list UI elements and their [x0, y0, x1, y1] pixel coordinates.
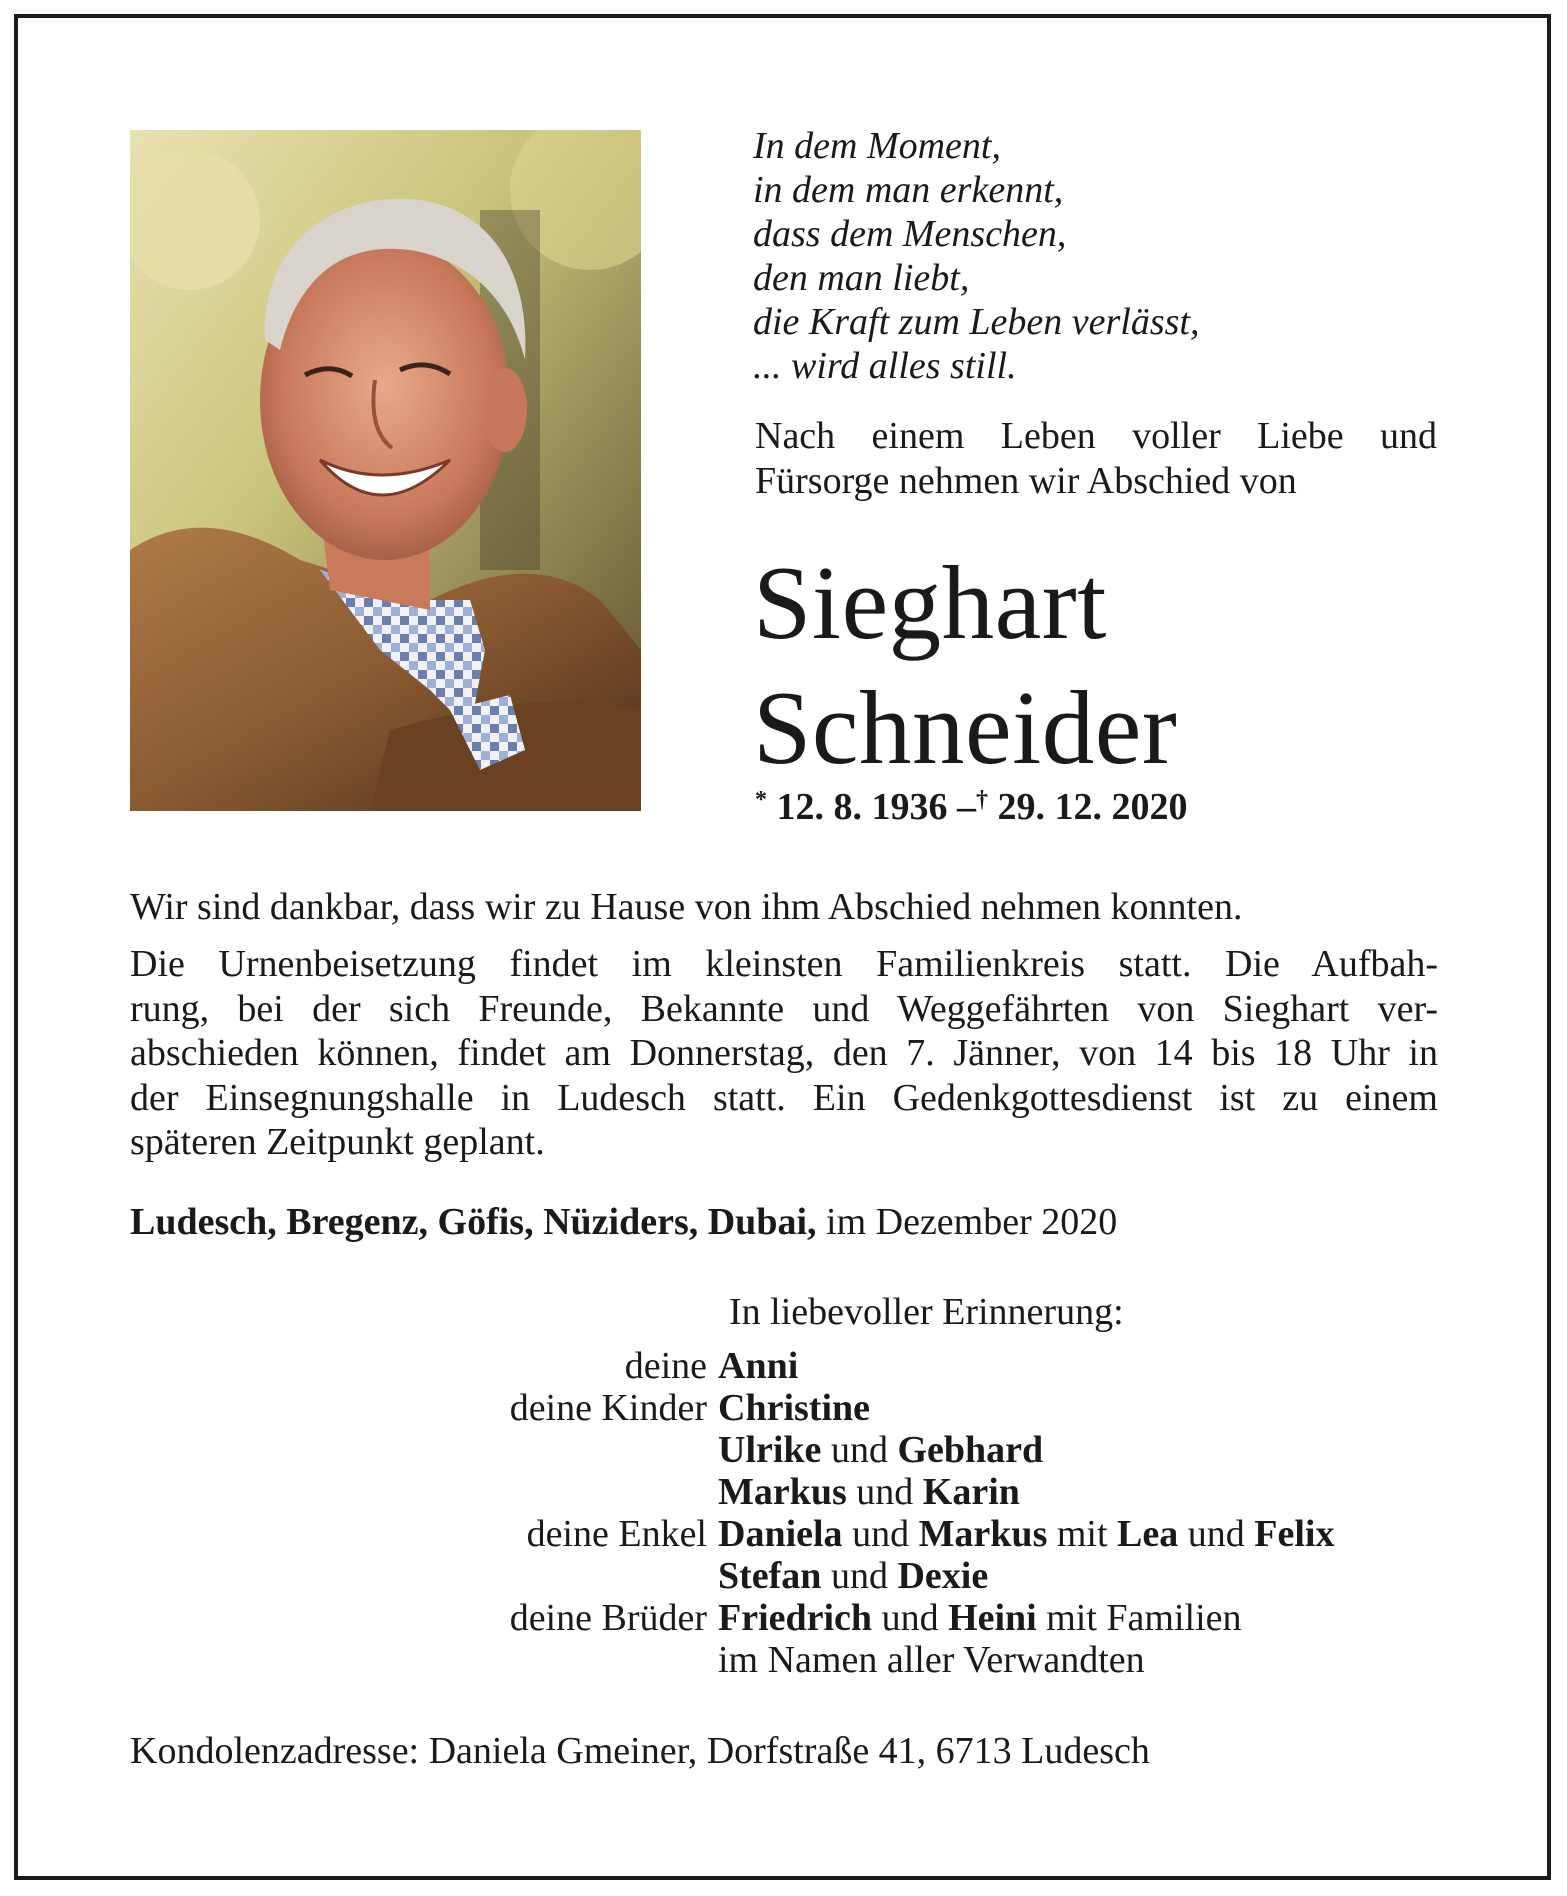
announcement-line: abschieden können, findet am Donnerstag, den 7. Jänner, von 14 bis 18 Uhr in [130, 1032, 1438, 1074]
gratitude-text: Wir sind dankbar, dass wir zu Hause von ihm Abschied nehmen konnten. [130, 886, 1243, 928]
family-member: Stefan [718, 1555, 822, 1597]
conjunction: und [830, 1555, 888, 1597]
family-member: Christine [718, 1387, 870, 1429]
poem-line: die Kraft zum Leben verlässt, [753, 301, 1200, 343]
family-member: Anni [718, 1345, 799, 1387]
family-label [130, 1639, 718, 1681]
date-separator: – [957, 786, 976, 828]
family-row [130, 1513, 1470, 1555]
family-names [718, 1345, 798, 1387]
family-label: deine Brüder [509, 1597, 707, 1639]
poem [753, 124, 1453, 388]
birth-symbol: * [755, 787, 767, 813]
family-names [718, 1471, 1020, 1513]
family-relatives: im Namen aller Verwandten [718, 1639, 1145, 1681]
family-row [130, 1597, 1470, 1639]
conjunction: und [856, 1471, 914, 1513]
family-member: Dexie [897, 1555, 989, 1597]
places-date: im Dezember 2020 [826, 1201, 1118, 1243]
announcement-line: späteren Zeitpunkt geplant. [130, 1121, 545, 1163]
first-name: Sieghart [753, 544, 1107, 661]
last-name: Schneider [753, 669, 1178, 786]
life-dates [755, 776, 1188, 831]
family-label: deine Kinder [509, 1387, 707, 1429]
announcement-line: Die Urnenbeisetzung findet im kleinsten Familienkreis statt. Die Aufbah- [130, 943, 1438, 985]
family-names [718, 1429, 1043, 1471]
conjunction: und [881, 1597, 939, 1639]
family-member: Ulrike [718, 1429, 822, 1471]
conjunction: und [852, 1513, 910, 1555]
intro-text: Nach einem Leben voller Liebe und Fürsorge nehmen wir Abschied von [755, 415, 1437, 502]
announcement-line: der Einsegnungshalle in Ludesch statt. Ein Gedenkgottesdienst ist zu einem [130, 1076, 1438, 1119]
family-names [718, 1555, 988, 1597]
family-member: Friedrich [718, 1597, 873, 1639]
death-symbol: † [976, 787, 988, 813]
family-row [130, 1471, 1470, 1513]
poem-line: In dem Moment, [753, 125, 1001, 167]
family-member: Gebhard [897, 1429, 1044, 1471]
portrait-photo [130, 130, 641, 811]
poem-line: dass dem Menschen, [753, 213, 1067, 255]
deceased-name [753, 540, 1177, 790]
family-row [130, 1429, 1470, 1471]
announcement-text [130, 942, 1438, 1165]
family-row [130, 1345, 1470, 1387]
family-label [130, 1555, 718, 1597]
family-member: Lea [1117, 1513, 1179, 1555]
family-member: Heini [948, 1597, 1037, 1639]
family-row [130, 1555, 1470, 1597]
places-and-date [130, 1200, 1117, 1245]
family-member: Daniela [718, 1513, 843, 1555]
family-label: deine Enkel [526, 1513, 707, 1555]
poem-line: in dem man erkennt, [753, 169, 1064, 211]
family-member: Markus [918, 1513, 1048, 1555]
memory-heading: In liebevoller Erinnerung: [729, 1291, 1124, 1333]
family-names [718, 1597, 1242, 1639]
family-row [130, 1387, 1470, 1429]
family-list [130, 1345, 1470, 1681]
family-label [130, 1429, 718, 1471]
family-label [130, 1471, 718, 1513]
announcement-line: rung, bei der sich Freunde, Bekannte und Weggefährten von Sieghart ver- [130, 987, 1438, 1030]
portrait-illustration [130, 130, 641, 811]
conjunction: mit [1056, 1513, 1108, 1555]
poem-line: ... wird alles still. [753, 345, 1017, 387]
family-member: Karin [922, 1471, 1020, 1513]
birth-date: 12. 8. 1936 [776, 786, 948, 828]
family-member: Felix [1254, 1513, 1335, 1555]
family-suffix: mit Familien [1046, 1597, 1242, 1639]
places-towns: Ludesch, Bregenz, Göfis, Nüziders, Dubai, [130, 1201, 817, 1243]
conjunction: und [830, 1429, 888, 1471]
family-names [718, 1513, 1334, 1555]
poem-line: den man liebt, [753, 257, 970, 299]
family-row [130, 1639, 1470, 1681]
death-date: 29. 12. 2020 [997, 786, 1188, 828]
condolence-address: Kondolenzadresse: Daniela Gmeiner, Dorfstraße 41, 6713 Ludesch [130, 1730, 1150, 1772]
conjunction: und [1187, 1513, 1245, 1555]
family-label: deine [624, 1345, 707, 1387]
family-member: Markus [718, 1471, 847, 1513]
family-names [718, 1387, 870, 1429]
